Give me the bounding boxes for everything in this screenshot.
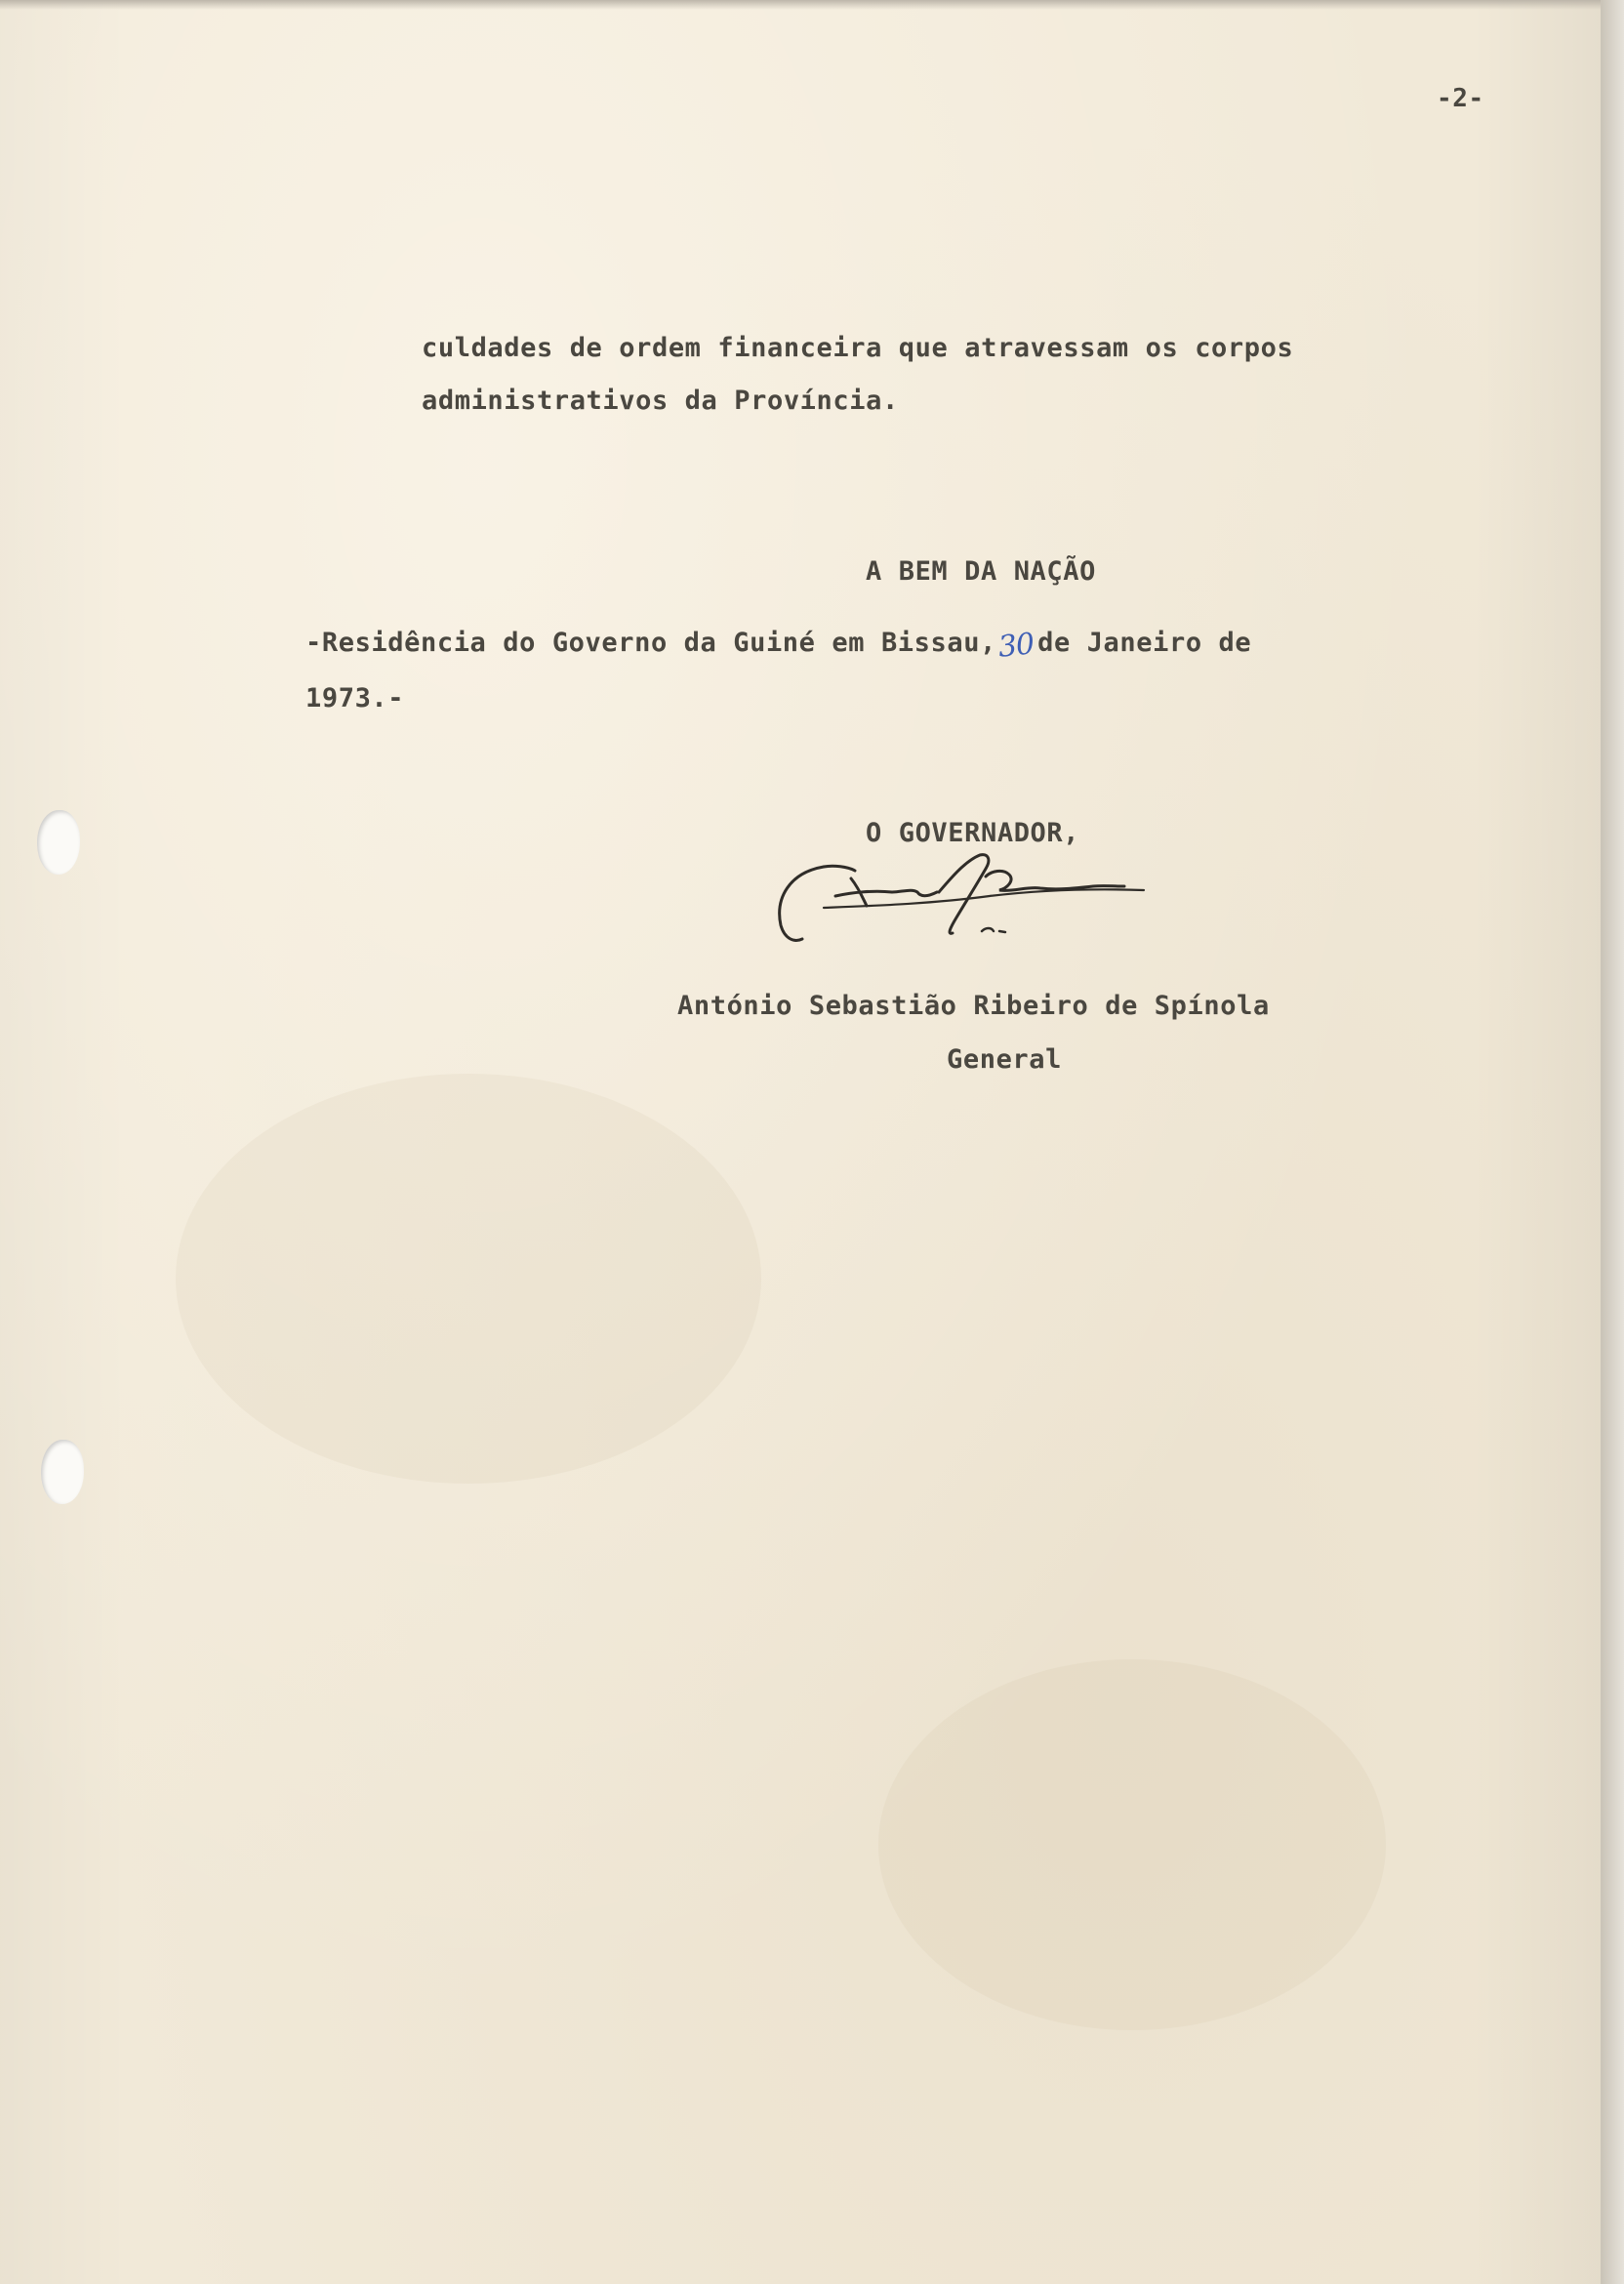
place-date-line — [305, 627, 1252, 665]
signatory-rank: General — [947, 1044, 1062, 1075]
year-line: 1973.- — [305, 683, 405, 714]
paper-stain — [878, 1659, 1386, 2030]
handwritten-day: 30 — [996, 627, 1035, 665]
paper-stain — [176, 1074, 761, 1484]
body-line-1: culdades de ordem financeira que atravessam os corpos — [422, 333, 1294, 363]
closing-motto: A BEM DA NAÇÃO — [866, 556, 1096, 587]
place-date-prefix: -Residência do Governo da Guiné em Bissau, — [305, 628, 996, 658]
page-number: -2- — [1437, 84, 1484, 113]
body-line-2: administrativos da Província. — [422, 386, 899, 416]
signatory-title: O GOVERNADOR, — [866, 818, 1080, 848]
page-top-edge — [0, 0, 1601, 10]
page-right-shadow — [1601, 0, 1624, 2284]
punch-hole — [41, 1440, 84, 1504]
place-date-suffix: de Janeiro de — [1037, 628, 1252, 658]
signatory-name: António Sebastião Ribeiro de Spínola — [677, 991, 1270, 1021]
punch-hole — [37, 810, 80, 875]
handwritten-signature — [765, 849, 1148, 957]
